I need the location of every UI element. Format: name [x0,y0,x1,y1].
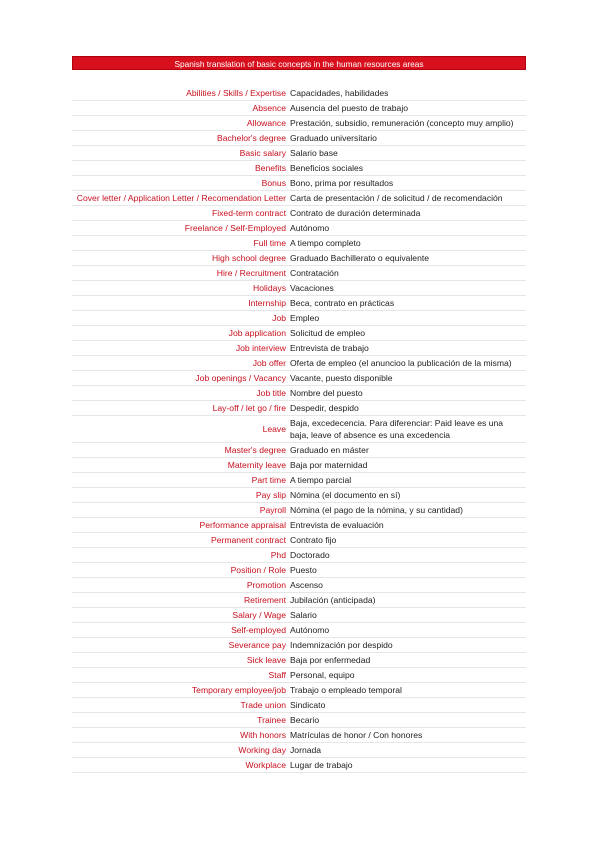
spanish-translation: Prestación, subsidio, remuneración (concepto muy amplio) [288,116,526,131]
spanish-translation: Lugar de trabajo [288,758,526,773]
english-term: Workplace [72,758,288,773]
english-term: Cover letter / Application Letter / Recomendation Letter [72,191,288,206]
table-row [72,131,526,146]
table-row [72,518,526,533]
table-row [72,86,526,101]
english-term: Retirement [72,593,288,608]
table-row [72,401,526,416]
table-row [72,593,526,608]
table-row [72,503,526,518]
table-row [72,668,526,683]
english-term: Maternity leave [72,458,288,473]
english-term: Job interview [72,341,288,356]
english-term: Job application [72,326,288,341]
spanish-translation: Nombre del puesto [288,386,526,401]
table-row [72,473,526,488]
spanish-translation: Indemnización por despido [288,638,526,653]
table-row [72,608,526,623]
spanish-translation: Beca, contrato en prácticas [288,296,526,311]
table-row [72,281,526,296]
glossary-body [72,86,526,773]
english-term: Sick leave [72,653,288,668]
spanish-translation: Vacaciones [288,281,526,296]
english-term: Benefits [72,161,288,176]
english-term: Trade union [72,698,288,713]
spanish-translation: Sindicato [288,698,526,713]
spanish-translation: Personal, equipo [288,668,526,683]
table-row [72,578,526,593]
english-term: Basic salary [72,146,288,161]
english-term: Bachelor's degree [72,131,288,146]
table-row [72,206,526,221]
glossary-table [72,86,526,773]
spanish-translation: Baja por enfermedad [288,653,526,668]
table-row [72,371,526,386]
spanish-translation: Contrato fijo [288,533,526,548]
title-spacer [72,70,526,86]
table-row [72,758,526,773]
spanish-translation: Salario base [288,146,526,161]
english-term: Job offer [72,356,288,371]
spanish-translation: Salario [288,608,526,623]
spanish-translation: Puesto [288,563,526,578]
table-row [72,638,526,653]
english-term: Working day [72,743,288,758]
spanish-translation: Jubilación (anticipada) [288,593,526,608]
spanish-translation: Graduado en máster [288,443,526,458]
spanish-translation: Entrevista de trabajo [288,341,526,356]
table-row [72,191,526,206]
english-term: Job openings / Vacancy [72,371,288,386]
english-term: Bonus [72,176,288,191]
table-row [72,728,526,743]
english-term: High school degree [72,251,288,266]
english-term: Position / Role [72,563,288,578]
table-row [72,443,526,458]
glossary-document [72,56,526,773]
spanish-translation: Despedir, despido [288,401,526,416]
english-term: Self-employed [72,623,288,638]
spanish-translation: Empleo [288,311,526,326]
table-row [72,623,526,638]
spanish-translation: Solicitud de empleo [288,326,526,341]
spanish-translation: Ausencia del puesto de trabajo [288,101,526,116]
english-term: Holidays [72,281,288,296]
english-term: Trainee [72,713,288,728]
spanish-translation: Vacante, puesto disponible [288,371,526,386]
table-row [72,116,526,131]
english-term: Abilities / Skills / Expertise [72,86,288,101]
spanish-translation: A tiempo completo [288,236,526,251]
spanish-translation: Autónomo [288,623,526,638]
spanish-translation: A tiempo parcial [288,473,526,488]
spanish-translation: Contrato de duración determinada [288,206,526,221]
spanish-translation: Becario [288,713,526,728]
spanish-translation: Contratación [288,266,526,281]
english-term: Lay-off / let go / fire [72,401,288,416]
spanish-translation: Baja por maternidad [288,458,526,473]
spanish-translation: Nómina (el documento en sí) [288,488,526,503]
english-term: Leave [72,416,288,443]
table-row [72,563,526,578]
spanish-translation: Graduado universitario [288,131,526,146]
table-row [72,176,526,191]
spanish-translation: Jornada [288,743,526,758]
english-term: Full time [72,236,288,251]
table-row [72,548,526,563]
spanish-translation: Nómina (el pago de la nómina, y su cantidad) [288,503,526,518]
table-row [72,416,526,443]
english-term: Internship [72,296,288,311]
table-row [72,236,526,251]
table-row [72,101,526,116]
table-row [72,251,526,266]
spanish-translation: Matrículas de honor / Con honores [288,728,526,743]
english-term: Master's degree [72,443,288,458]
spanish-translation: Ascenso [288,578,526,593]
english-term: Staff [72,668,288,683]
table-row [72,326,526,341]
spanish-translation: Doctorado [288,548,526,563]
english-term: Salary / Wage [72,608,288,623]
table-row [72,146,526,161]
table-row [72,161,526,176]
table-row [72,296,526,311]
table-row [72,488,526,503]
english-term: Payroll [72,503,288,518]
english-term: Promotion [72,578,288,593]
table-row [72,533,526,548]
table-row [72,653,526,668]
english-term: Allowance [72,116,288,131]
english-term: Performance appraisal [72,518,288,533]
table-row [72,683,526,698]
english-term: Job [72,311,288,326]
table-row [72,698,526,713]
table-row [72,356,526,371]
spanish-translation: Oferta de empleo (el anuncioo la publicación de la misma) [288,356,526,371]
english-term: Permanent contract [72,533,288,548]
table-row [72,743,526,758]
table-row [72,311,526,326]
table-row [72,713,526,728]
english-term: Temporary employee/job [72,683,288,698]
english-term: Phd [72,548,288,563]
english-term: Pay slip [72,488,288,503]
english-term: Hire / Recruitment [72,266,288,281]
english-term: Freelance / Self-Employed [72,221,288,236]
english-term: Severance pay [72,638,288,653]
spanish-translation: Carta de presentación / de solicitud / de recomendación [288,191,526,206]
table-row [72,221,526,236]
spanish-translation: Autónomo [288,221,526,236]
spanish-translation: Entrevista de evaluación [288,518,526,533]
table-row [72,458,526,473]
english-term: Part time [72,473,288,488]
spanish-translation: Graduado Bachillerato o equivalente [288,251,526,266]
spanish-translation: Beneficios sociales [288,161,526,176]
spanish-translation: Trabajo o empleado temporal [288,683,526,698]
table-row [72,386,526,401]
table-row [72,341,526,356]
english-term: Fixed-term contract [72,206,288,221]
table-row [72,266,526,281]
spanish-translation: Bono, prima por resultados [288,176,526,191]
spanish-translation: Baja, excedecencia. Para diferenciar: Paid leave es una baja, leave of absence es una excedencia [288,416,526,443]
english-term: Job title [72,386,288,401]
table-title: Spanish translation of basic concepts in the human resources areas [72,56,526,70]
english-term: With honors [72,728,288,743]
english-term: Absence [72,101,288,116]
spanish-translation: Capacidades, habilidades [288,86,526,101]
